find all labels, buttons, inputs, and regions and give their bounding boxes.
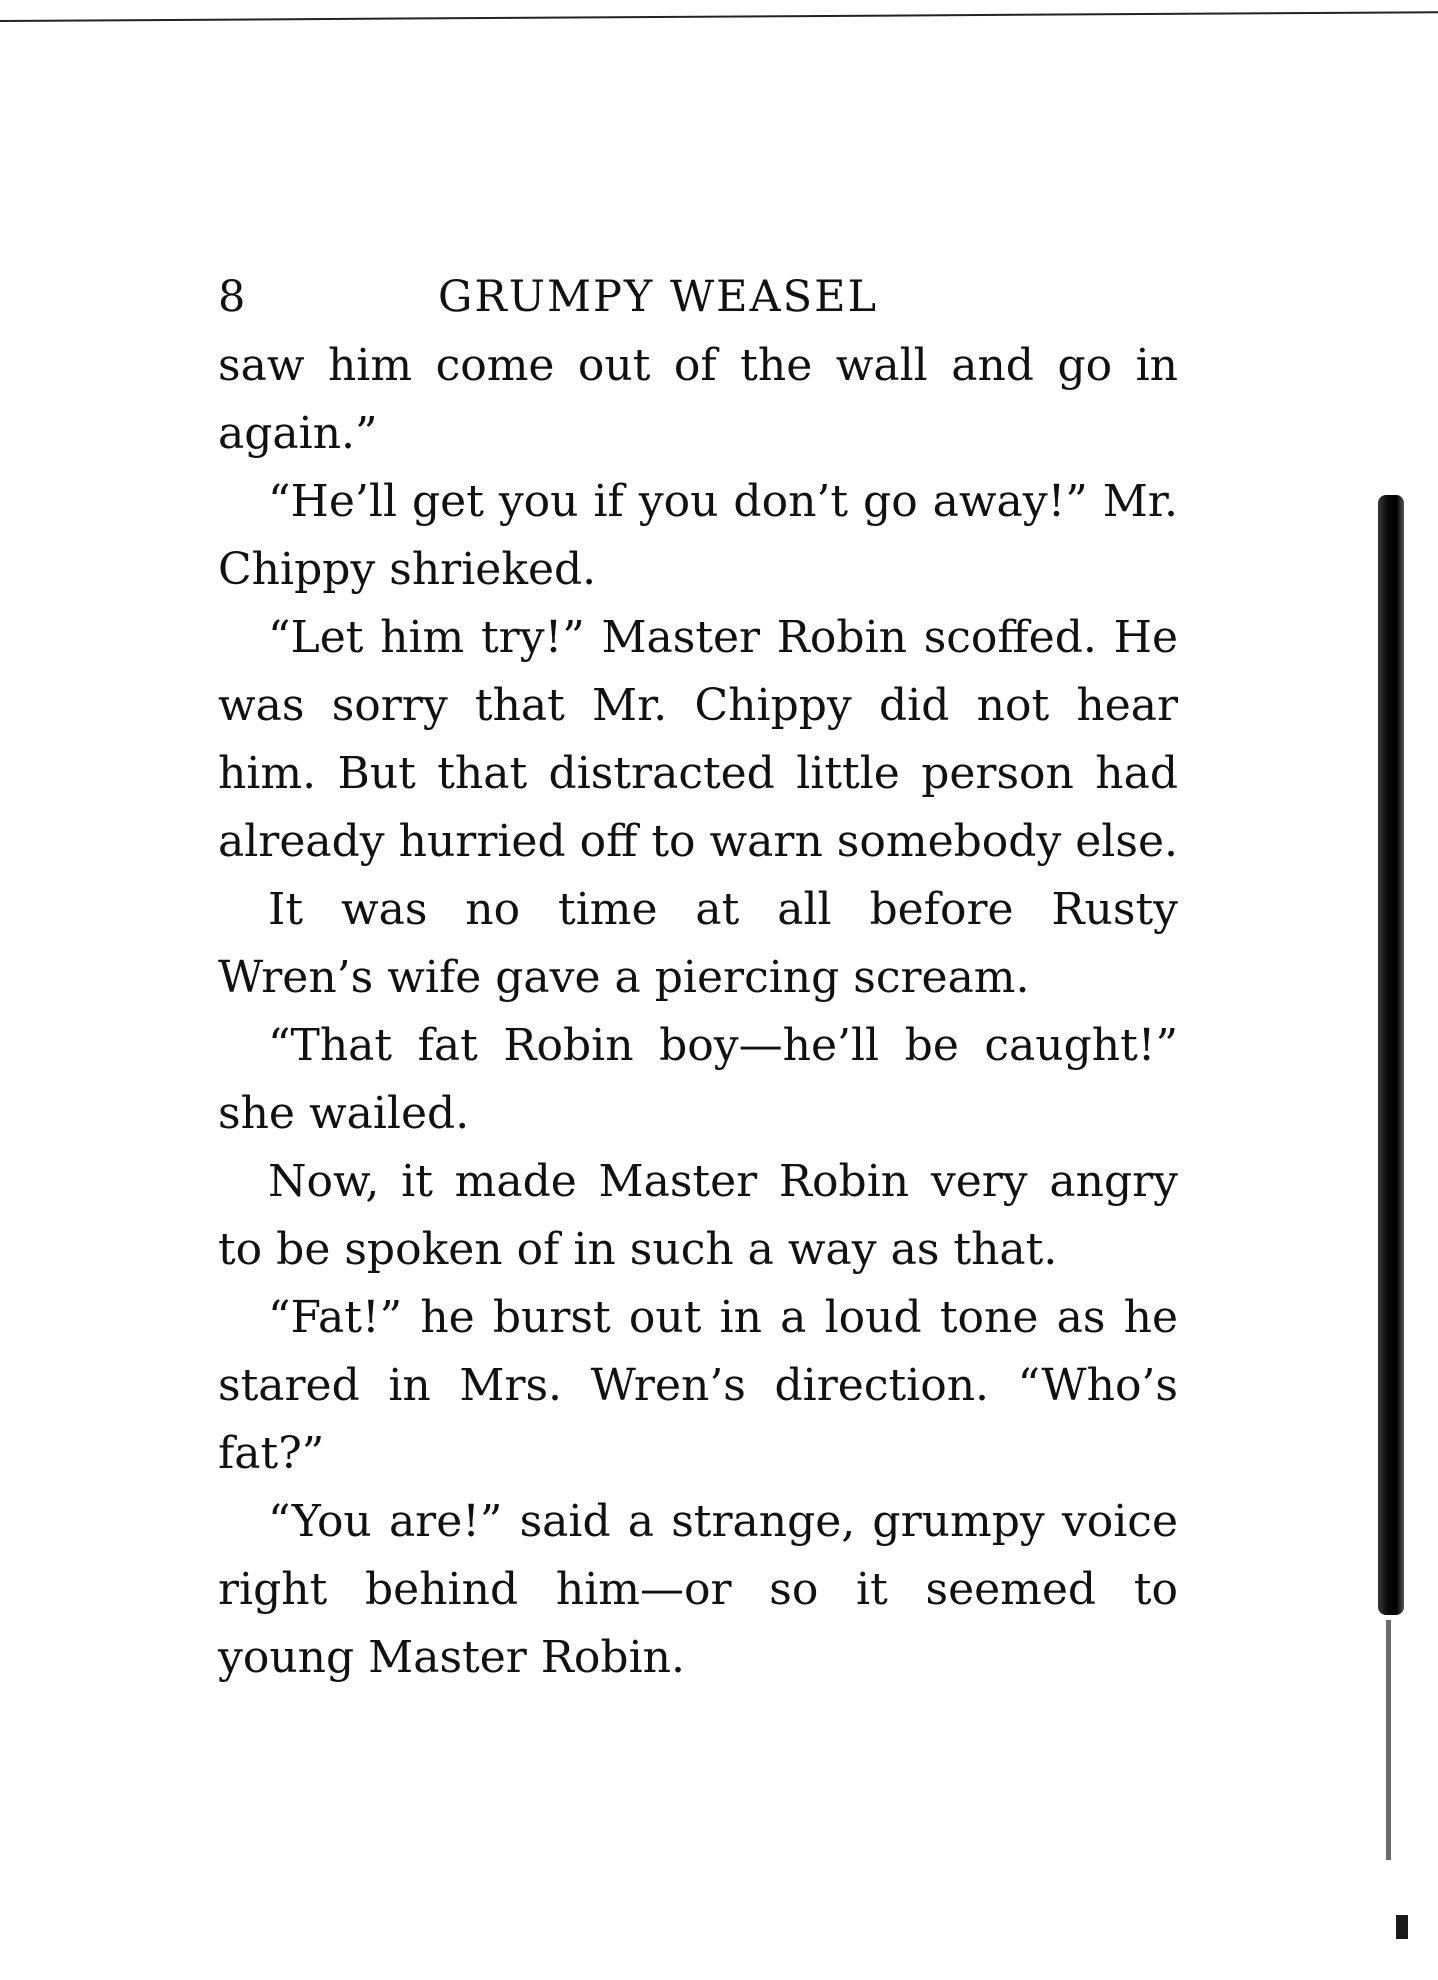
- page-number: 8: [218, 272, 246, 322]
- paragraph: Now, it made Master Robin very angry to be spoken of in such a way as that.: [218, 1156, 1178, 1275]
- paragraph: “Let him try!” Master Robin scoffed. He was sorry that Mr. Chippy did not hear him. But that distracted little person had already hurried off to warn somebody else.: [218, 612, 1178, 867]
- paragraph: “You are!” said a strange, grumpy voice right behind him—or so it seemed to young Master Robin.: [218, 1496, 1178, 1683]
- book-title: GRUMPY WEASEL: [438, 272, 879, 322]
- paragraph: It was no time at all before Rusty Wren’s wife gave a piercing scream.: [218, 884, 1178, 1003]
- running-head: [218, 262, 1178, 332]
- paragraph: “He’ll get you if you don’t go away!” Mr. Chippy shrieked.: [218, 476, 1178, 595]
- binding-shadow-lower: [1386, 1620, 1391, 1860]
- paragraph: saw him come out of the wall and go in again.”: [218, 340, 1178, 459]
- paragraph: “Fat!” he burst out in a loud tone as he stared in Mrs. Wren’s direction. “Who’s fat?”: [218, 1292, 1178, 1479]
- book-page: [218, 262, 1178, 1692]
- binding-shadow: [1378, 495, 1404, 1615]
- top-rule: [0, 11, 1438, 22]
- binding-mark: [1396, 1915, 1408, 1939]
- body-text: [218, 332, 1178, 1692]
- paragraph: “That fat Robin boy—he’ll be caught!” she wailed.: [218, 1020, 1178, 1139]
